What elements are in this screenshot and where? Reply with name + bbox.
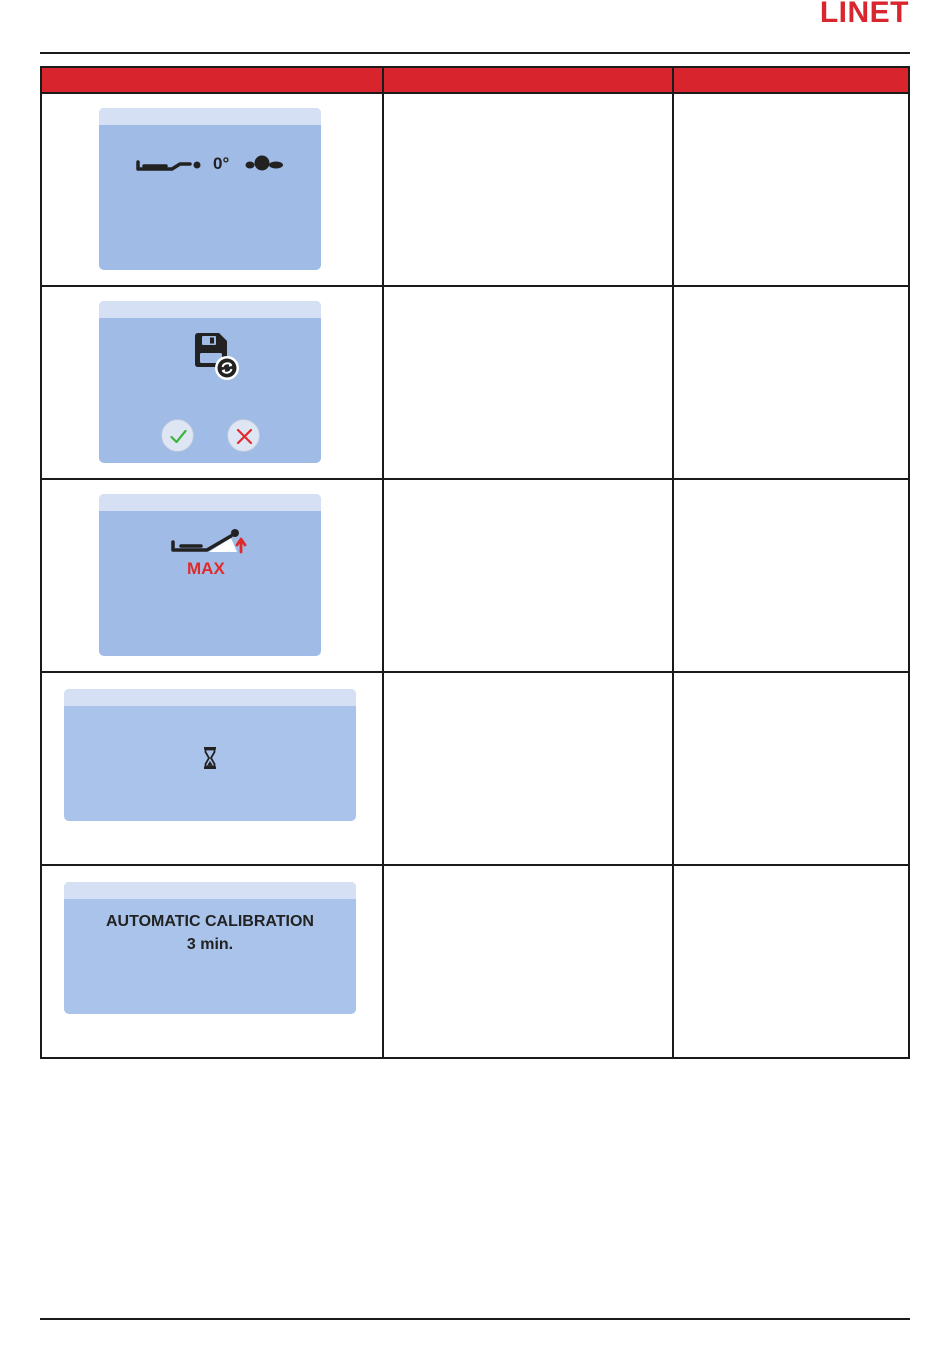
display-screen-wait [64, 689, 356, 821]
header-rule [40, 52, 910, 54]
patient-top-view-icon [243, 153, 285, 175]
table-row [41, 672, 909, 865]
screen-title-bar [99, 494, 321, 511]
column-header-1 [41, 67, 383, 93]
confirm-button[interactable] [161, 419, 194, 452]
angle-value: 0° [213, 154, 230, 173]
action-cell [673, 93, 909, 286]
table-row [41, 479, 909, 672]
table-row [41, 93, 909, 286]
description-cell [383, 672, 673, 865]
footer-rule [40, 1318, 910, 1320]
display-screen-angle [99, 108, 321, 270]
cancel-button[interactable] [227, 419, 260, 452]
table-header-row [41, 67, 909, 93]
calibration-duration: 3 min. [186, 936, 234, 953]
description-cell [383, 93, 673, 286]
description-cell [383, 479, 673, 672]
description-cell [383, 865, 673, 1058]
calibration-title: AUTOMATIC CALIBRATION [106, 913, 314, 930]
screen-cell [41, 93, 383, 286]
linet-logo: LINET [819, 0, 909, 29]
check-icon [170, 428, 187, 445]
save-sync-icon [191, 331, 241, 383]
screen-cell [41, 672, 383, 865]
screen-title-bar [99, 108, 321, 125]
screen-title-bar [64, 689, 356, 706]
screen-title-bar [99, 301, 321, 318]
action-cell [673, 479, 909, 672]
column-header-2 [383, 67, 673, 93]
description-cell [383, 286, 673, 479]
column-header-3 [673, 67, 909, 93]
backrest-up-icon [171, 514, 251, 554]
screen-cell [41, 865, 383, 1058]
screen-title-bar [64, 882, 356, 899]
screen-cell [41, 479, 383, 672]
hourglass-icon [203, 746, 217, 770]
display-screen-save [99, 301, 321, 463]
table-row [41, 865, 909, 1058]
action-cell [673, 672, 909, 865]
screen-cell [41, 286, 383, 479]
display-screen-backrest-max [99, 494, 321, 656]
bed-flat-patient-icon [136, 154, 202, 174]
action-cell [673, 286, 909, 479]
display-screen-calibration [64, 882, 356, 1014]
limit-label: MAX [187, 559, 225, 578]
display-messages-table [40, 66, 910, 1059]
table-row [41, 286, 909, 479]
action-cell [673, 865, 909, 1058]
cross-icon [236, 428, 253, 445]
